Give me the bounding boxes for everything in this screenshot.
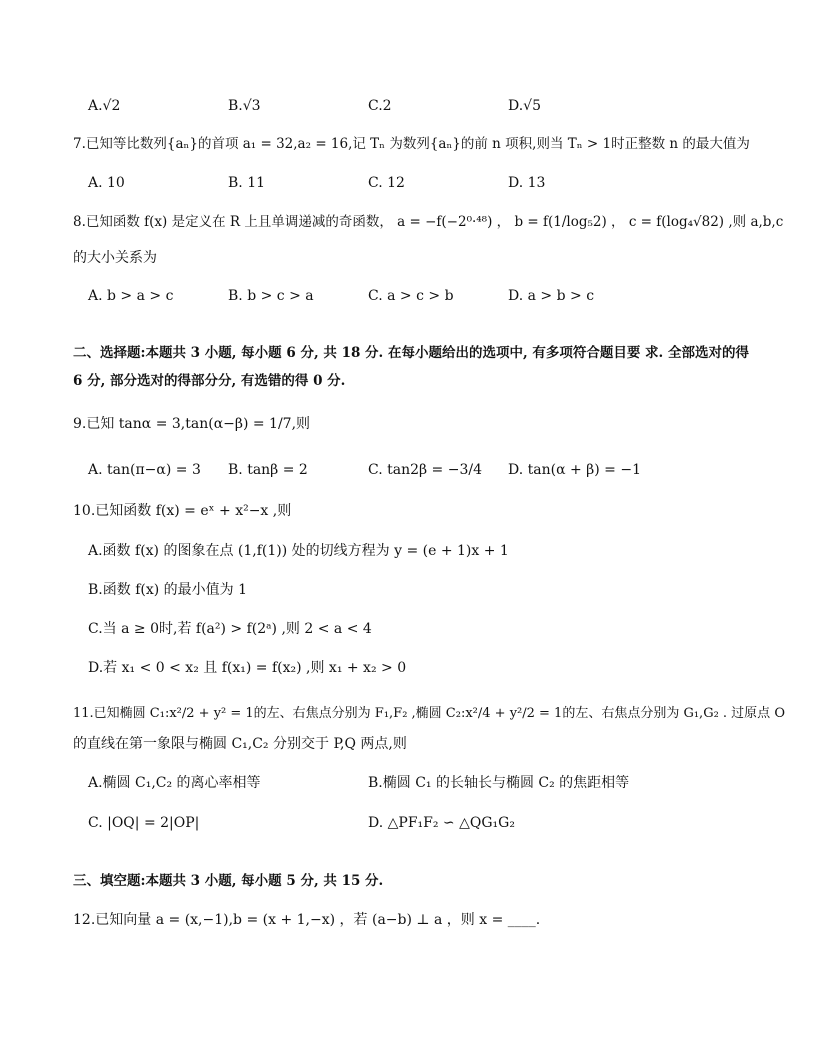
q7-stem: 7.已知等比数列{aₙ}的首项 a₁ = 32,a₂ = 16,记 Tₙ 为数列{aₙ}的前 n 项积,则当 Tₙ > 1时正整数 n 的最大值为: [73, 136, 750, 152]
q7-option-d: D. 13: [508, 175, 546, 191]
q11-option-d: D. △PF₁F₂ ∽ △QG₁G₂: [368, 815, 515, 831]
q10-option-c: C.当 a ≥ 0时,若 f(a²) > f(2ᵃ) ,则 2 < a < 4: [88, 621, 372, 637]
q9-option-d: D. tan(α + β) = −1: [508, 462, 641, 478]
q10-option-a: A.函数 f(x) 的图象在点 (1,f(1)) 处的切线方程为 y = (e + 1)x + 1: [88, 543, 509, 559]
q8-stem-line2: 的大小关系为: [73, 250, 157, 266]
q8-option-d: D. a > b > c: [508, 288, 595, 304]
q10-option-d: D.若 x₁ < 0 < x₂ 且 f(x₁) = f(x₂) ,则 x₁ + x₂ > 0: [88, 660, 407, 676]
q6-option-d: D.√5: [508, 98, 542, 114]
q9-stem: 9.已知 tanα = 3,tan(α−β) = 1/7,则: [73, 416, 311, 432]
q8-stem-line1: 8.已知函数 f(x) 是定义在 R 上且单调递减的奇函数， a = −f(−2⁰·⁴⁸) ， b = f(1/log₅2) ， c = f(log₄√82) ,则 a,b,c: [73, 214, 784, 230]
q10-option-b: B.函数 f(x) 的最小值为 1: [88, 582, 247, 598]
q7-option-a: A. 10: [88, 175, 125, 191]
q6-option-c: C.2: [368, 98, 392, 114]
q11-option-c: C. |OQ| = 2|OP|: [88, 815, 200, 831]
q11-option-a: A.椭圆 C₁,C₂ 的离心率相等: [88, 775, 261, 791]
section-2-heading-line2: 6 分, 部分选对的得部分分, 有选错的得 0 分.: [73, 373, 346, 389]
q8-option-a: A. b > a > c: [88, 288, 174, 304]
q9-option-a: A. tan(π−α) = 3: [88, 462, 201, 478]
q9-option-b: B. tanβ = 2: [228, 462, 308, 478]
q11-stem-line2: 的直线在第一象限与椭圆 C₁,C₂ 分别交于 P,Q 两点,则: [73, 736, 407, 752]
q6-option-b: B.√3: [228, 98, 261, 114]
q9-option-c: C. tan2β = −3/4: [368, 462, 482, 478]
q11-option-b: B.椭圆 C₁ 的长轴长与椭圆 C₂ 的焦距相等: [368, 775, 630, 791]
q12-stem: 12.已知向量 a = (x,−1),b = (x + 1,−x) ，若 (a−b) ⊥ a ，则 x = ____.: [73, 912, 541, 928]
q10-stem: 10.已知函数 f(x) = eˣ + x²−x ,则: [73, 503, 292, 519]
q7-option-b: B. 11: [228, 175, 266, 191]
q6-option-a: A.√2: [88, 98, 121, 114]
q8-option-b: B. b > c > a: [228, 288, 314, 304]
section-3-heading: 三、填空题:本题共 3 小题, 每小题 5 分, 共 15 分.: [73, 873, 384, 889]
q7-option-c: C. 12: [368, 175, 405, 191]
section-2-heading-line1: 二、选择题:本题共 3 小题, 每小题 6 分, 共 18 分. 在每小题给出的选项中, 有多项符合题目要 求. 全部选对的得: [73, 345, 749, 361]
q8-option-c: C. a > c > b: [368, 288, 454, 304]
q11-stem-line1: 11.已知椭圆 C₁:x²/2 + y² = 1的左、右焦点分别为 F₁,F₂ ,椭圆 C₂:x²/4 + y²/2 = 1的左、右焦点分别为 G₁,G₂ . 过原点 O: [73, 706, 785, 721]
